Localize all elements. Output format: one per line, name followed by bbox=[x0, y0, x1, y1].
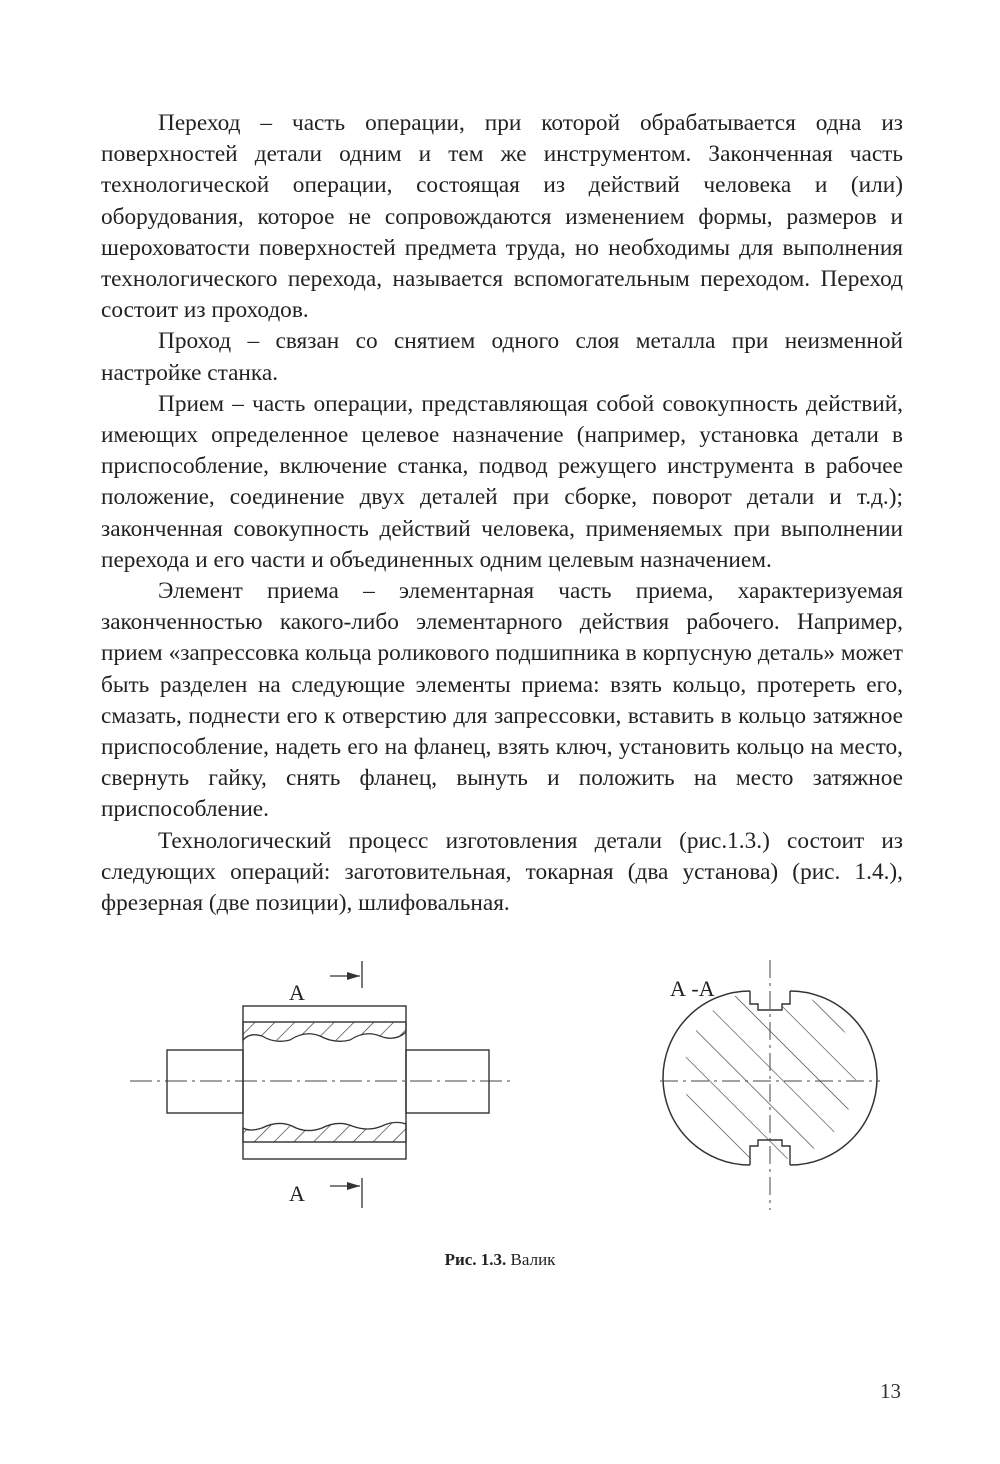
section-label-top: А bbox=[289, 980, 305, 1005]
page-number: 13 bbox=[880, 1379, 901, 1403]
body-text bbox=[101, 108, 903, 919]
caption-text: Валик bbox=[506, 1250, 556, 1269]
figure-shaft bbox=[0, 960, 1000, 1260]
caption-number: Рис. 1.3. bbox=[444, 1250, 507, 1269]
paragraph-technique: Прием – часть операции, представляющая собой совокупность действий, имеющих определенное целевое назначение (например, установка детали в приспособление, включение станка, подвод режущего инструмента в рабочее положение, соединение двух деталей при сборке, поворот детали и т.д.); законченная совокупность действий человека, применяемых при выполнении перехода и его части и объединенных одним целевым назначением. bbox=[101, 390, 903, 573]
paragraph-process: Технологический процесс изготовления детали (рис.1.3.) состоит из следующих операций: заготовительная, токарная (два установа) (рис. 1.4.), фрезерная (две позиции), шлифовальная. bbox=[101, 827, 903, 917]
cross-section-label: А -А bbox=[670, 976, 715, 1001]
shaft-drawing bbox=[0, 960, 1000, 1260]
paragraph-technique-element: Элемент приема – элементарная часть приема, характеризуемая законченностью какого-либо элементарного действия рабочего. Например, прием «запрессовка кольца роликового подшипника в корпусную деталь» может быть разделен на следующие элементы приема: взять кольцо, протереть его, смазать, поднести его к отверстию для запрессовки, вставить в кольцо затяжное приспособление, надеть его на фланец, взять ключ, установить кольцо на место, свернуть гайку, снять фланец, вынуть и положить на место затяжное приспособление. bbox=[101, 578, 903, 823]
figure-caption bbox=[0, 1250, 1000, 1270]
paragraph-pass: Проход – связан со снятием одного слоя металла при неизменной настройке станка. bbox=[101, 328, 903, 386]
shaft-side-view bbox=[130, 961, 515, 1208]
bottom-section-hatch bbox=[243, 1122, 406, 1142]
top-section-hatch bbox=[243, 1022, 406, 1041]
section-label-bottom: А bbox=[289, 1181, 305, 1206]
paragraph-transition: Переход – часть операции, при которой обрабатывается одна из поверхностей детали одним и тем же инструментом. Законченная часть технологической операции, состоящая из действий человека и (или) оборудования, которое не сопровождаются изменением формы, размеров и шероховатости поверхностей предмета труда, но необходимы для выполнения технологического перехода, называется вспомогательным переходом. Переход состоит из проходов. bbox=[101, 110, 903, 324]
